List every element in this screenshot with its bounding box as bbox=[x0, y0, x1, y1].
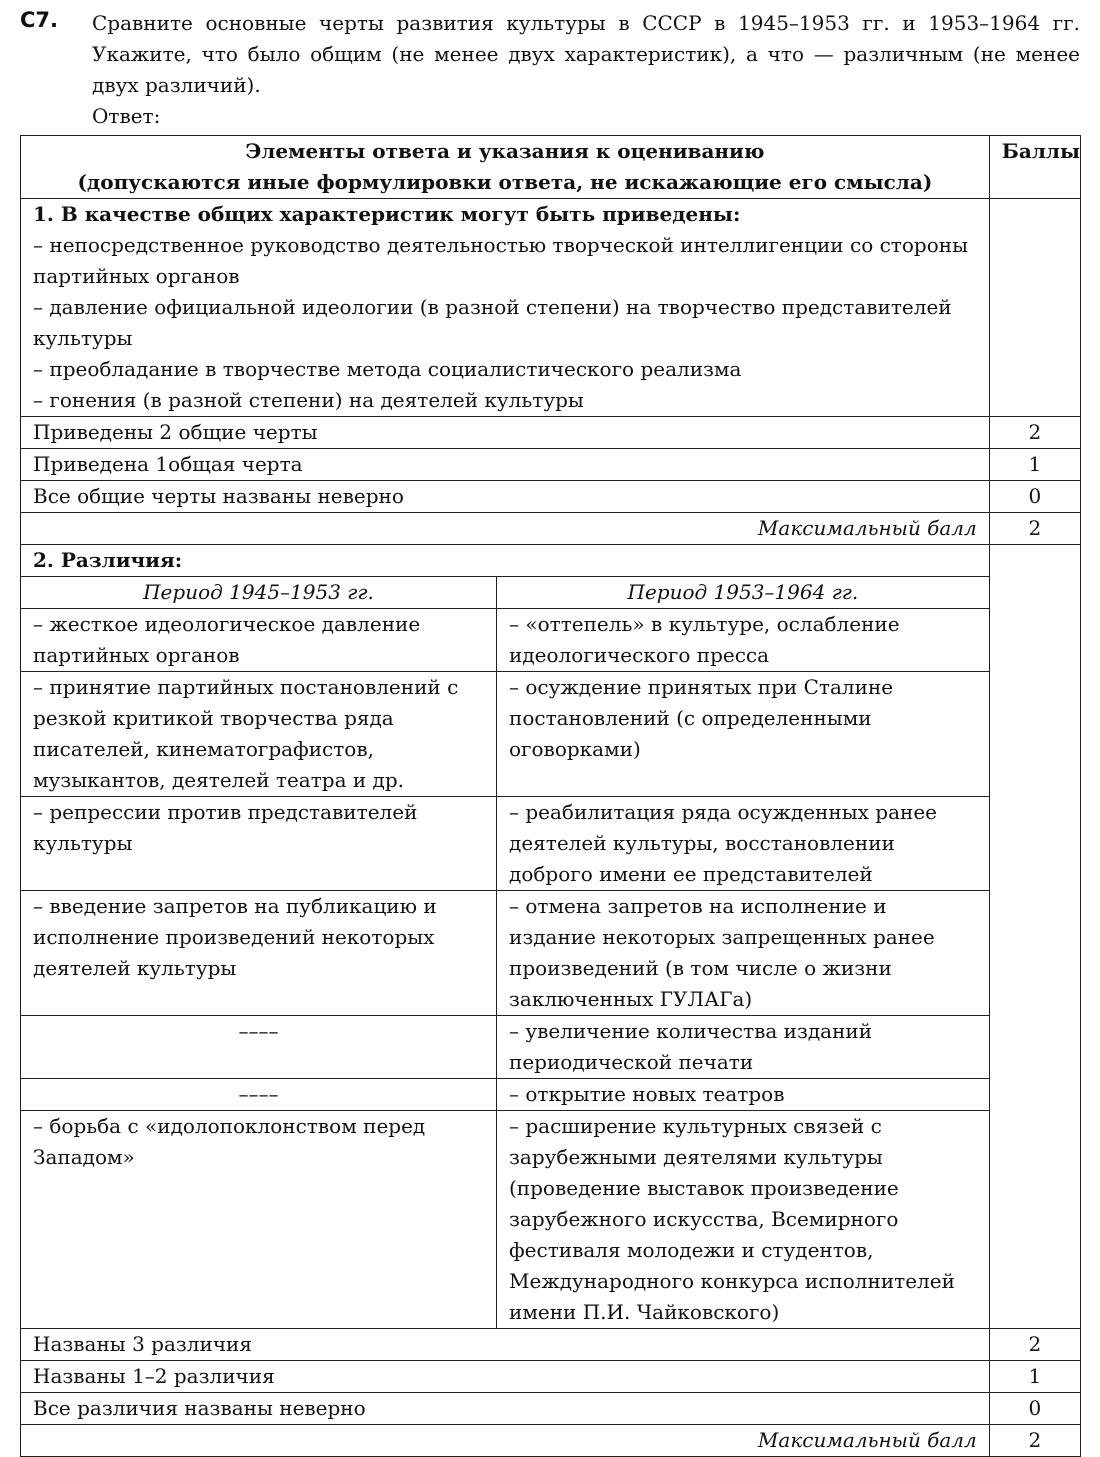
score-value: 1 bbox=[989, 1361, 1080, 1393]
max-score-label: Максимальный балл bbox=[21, 1425, 990, 1457]
difference-left: –––– bbox=[21, 1079, 497, 1111]
difference-left: –––– bbox=[21, 1016, 497, 1079]
header-elements-cell bbox=[21, 136, 990, 199]
period-header-row bbox=[21, 577, 989, 609]
difference-left: – репрессии против представителей культуры bbox=[21, 797, 497, 891]
score-criterion: Приведена 1общая черта bbox=[21, 449, 990, 481]
section1-content-row bbox=[21, 199, 1081, 417]
question-text-block bbox=[92, 8, 1080, 132]
score-row bbox=[21, 481, 1081, 513]
max-score-value: 2 bbox=[989, 513, 1080, 545]
grading-table bbox=[20, 135, 1081, 1457]
header-line2: (допускаются иные формулировки ответа, не искажающие его смысла) bbox=[77, 170, 933, 194]
difference-row bbox=[21, 1111, 989, 1329]
score-criterion: Приведены 2 общие черты bbox=[21, 417, 990, 449]
difference-row bbox=[21, 891, 989, 1016]
difference-right: – расширение культурных связей с зарубежными деятелями культуры (проведение выставок произведение зарубежного искусства, Всемирного фестиваля молодежи и студентов, Международного конкурса исполнителей имени П.И. Чайковского) bbox=[497, 1111, 989, 1329]
period-right: Период 1953–1964 гг. bbox=[627, 580, 859, 604]
section1-item: – непосредственное руководство деятельностью творческой интеллигенции со стороны партийных органов bbox=[33, 233, 968, 288]
question-text: Сравните основные черты развития культуры в СССР в 1945–1953 гг. и 1953–1964 гг. Укажите, что было общим (не менее двух характеристик), а что — различным (не менее двух различий). bbox=[92, 11, 1080, 97]
difference-left: – борьба с «идолопоклонством перед Западом» bbox=[21, 1111, 497, 1329]
header-score-cell: Баллы bbox=[989, 136, 1080, 199]
header-line1: Элементы ответа и указания к оцениванию bbox=[245, 139, 765, 163]
score-row bbox=[21, 417, 1081, 449]
section2-content-cell bbox=[21, 545, 990, 1329]
max-score-value: 2 bbox=[989, 1425, 1080, 1457]
section1-item: – давление официальной идеологии (в разной степени) на творчество представителей культуры bbox=[33, 295, 952, 350]
score-value: 2 bbox=[989, 417, 1080, 449]
score-row bbox=[21, 449, 1081, 481]
score-criterion: Все общие черты названы неверно bbox=[21, 481, 990, 513]
question-block bbox=[20, 8, 1080, 132]
difference-right: – увеличение количества изданий периодической печати bbox=[497, 1016, 989, 1079]
max-score-label: Максимальный балл bbox=[21, 513, 990, 545]
difference-row bbox=[21, 1079, 989, 1111]
score-value: 0 bbox=[989, 481, 1080, 513]
score-criterion: Названы 3 различия bbox=[21, 1329, 990, 1361]
table-header-row bbox=[21, 136, 1081, 199]
section2-content-row bbox=[21, 545, 1081, 1329]
score-row bbox=[21, 1329, 1081, 1361]
section1-item: – преобладание в творчестве метода социалистического реализма bbox=[33, 357, 742, 381]
section2-empty-score-cell bbox=[989, 545, 1080, 1329]
score-value: 0 bbox=[989, 1393, 1080, 1425]
difference-row bbox=[21, 1016, 989, 1079]
differences-table bbox=[21, 577, 989, 1328]
section1-content-cell bbox=[21, 199, 990, 417]
difference-row bbox=[21, 672, 989, 797]
max-score-row bbox=[21, 1425, 1081, 1457]
difference-right: – осуждение принятых при Сталине постановлений (с определенными оговорками) bbox=[497, 672, 989, 797]
section1-item: – гонения (в разной степени) на деятелей культуры bbox=[33, 388, 584, 412]
score-criterion: Все различия названы неверно bbox=[21, 1393, 990, 1425]
difference-left: – жесткое идеологическое давление партийных органов bbox=[21, 609, 497, 672]
score-criterion: Названы 1–2 различия bbox=[21, 1361, 990, 1393]
section1-empty-score-cell bbox=[989, 199, 1080, 417]
question-number: С7. bbox=[20, 8, 59, 32]
difference-left: – принятие партийных постановлений с резкой критикой творчества ряда писателей, кинематографистов, музыкантов, деятелей театра и др. bbox=[21, 672, 497, 797]
difference-right: – реабилитация ряда осужденных ранее деятелей культуры, восстановлении доброго имени ее представителей bbox=[497, 797, 989, 891]
difference-row bbox=[21, 609, 989, 672]
difference-right: – открытие новых театров bbox=[497, 1079, 989, 1111]
section1-title: 1. В качестве общих характеристик могут быть приведены: bbox=[33, 202, 741, 226]
difference-row bbox=[21, 797, 989, 891]
score-row bbox=[21, 1393, 1081, 1425]
section2-title: 2. Различия: bbox=[21, 545, 989, 577]
score-value: 2 bbox=[989, 1329, 1080, 1361]
score-value: 1 bbox=[989, 449, 1080, 481]
answer-label: Ответ: bbox=[92, 104, 161, 128]
period-left: Период 1945–1953 гг. bbox=[21, 577, 497, 609]
difference-right: – «оттепель» в культуре, ослабление идеологического пресса bbox=[497, 609, 989, 672]
difference-left: – введение запретов на публикацию и исполнение произведений некоторых деятелей культуры bbox=[21, 891, 497, 1016]
difference-right: – отмена запретов на исполнение и издание некоторых запрещенных ранее произведений (в том числе о жизни заключенных ГУЛАГа) bbox=[497, 891, 989, 1016]
max-score-row bbox=[21, 513, 1081, 545]
score-row bbox=[21, 1361, 1081, 1393]
